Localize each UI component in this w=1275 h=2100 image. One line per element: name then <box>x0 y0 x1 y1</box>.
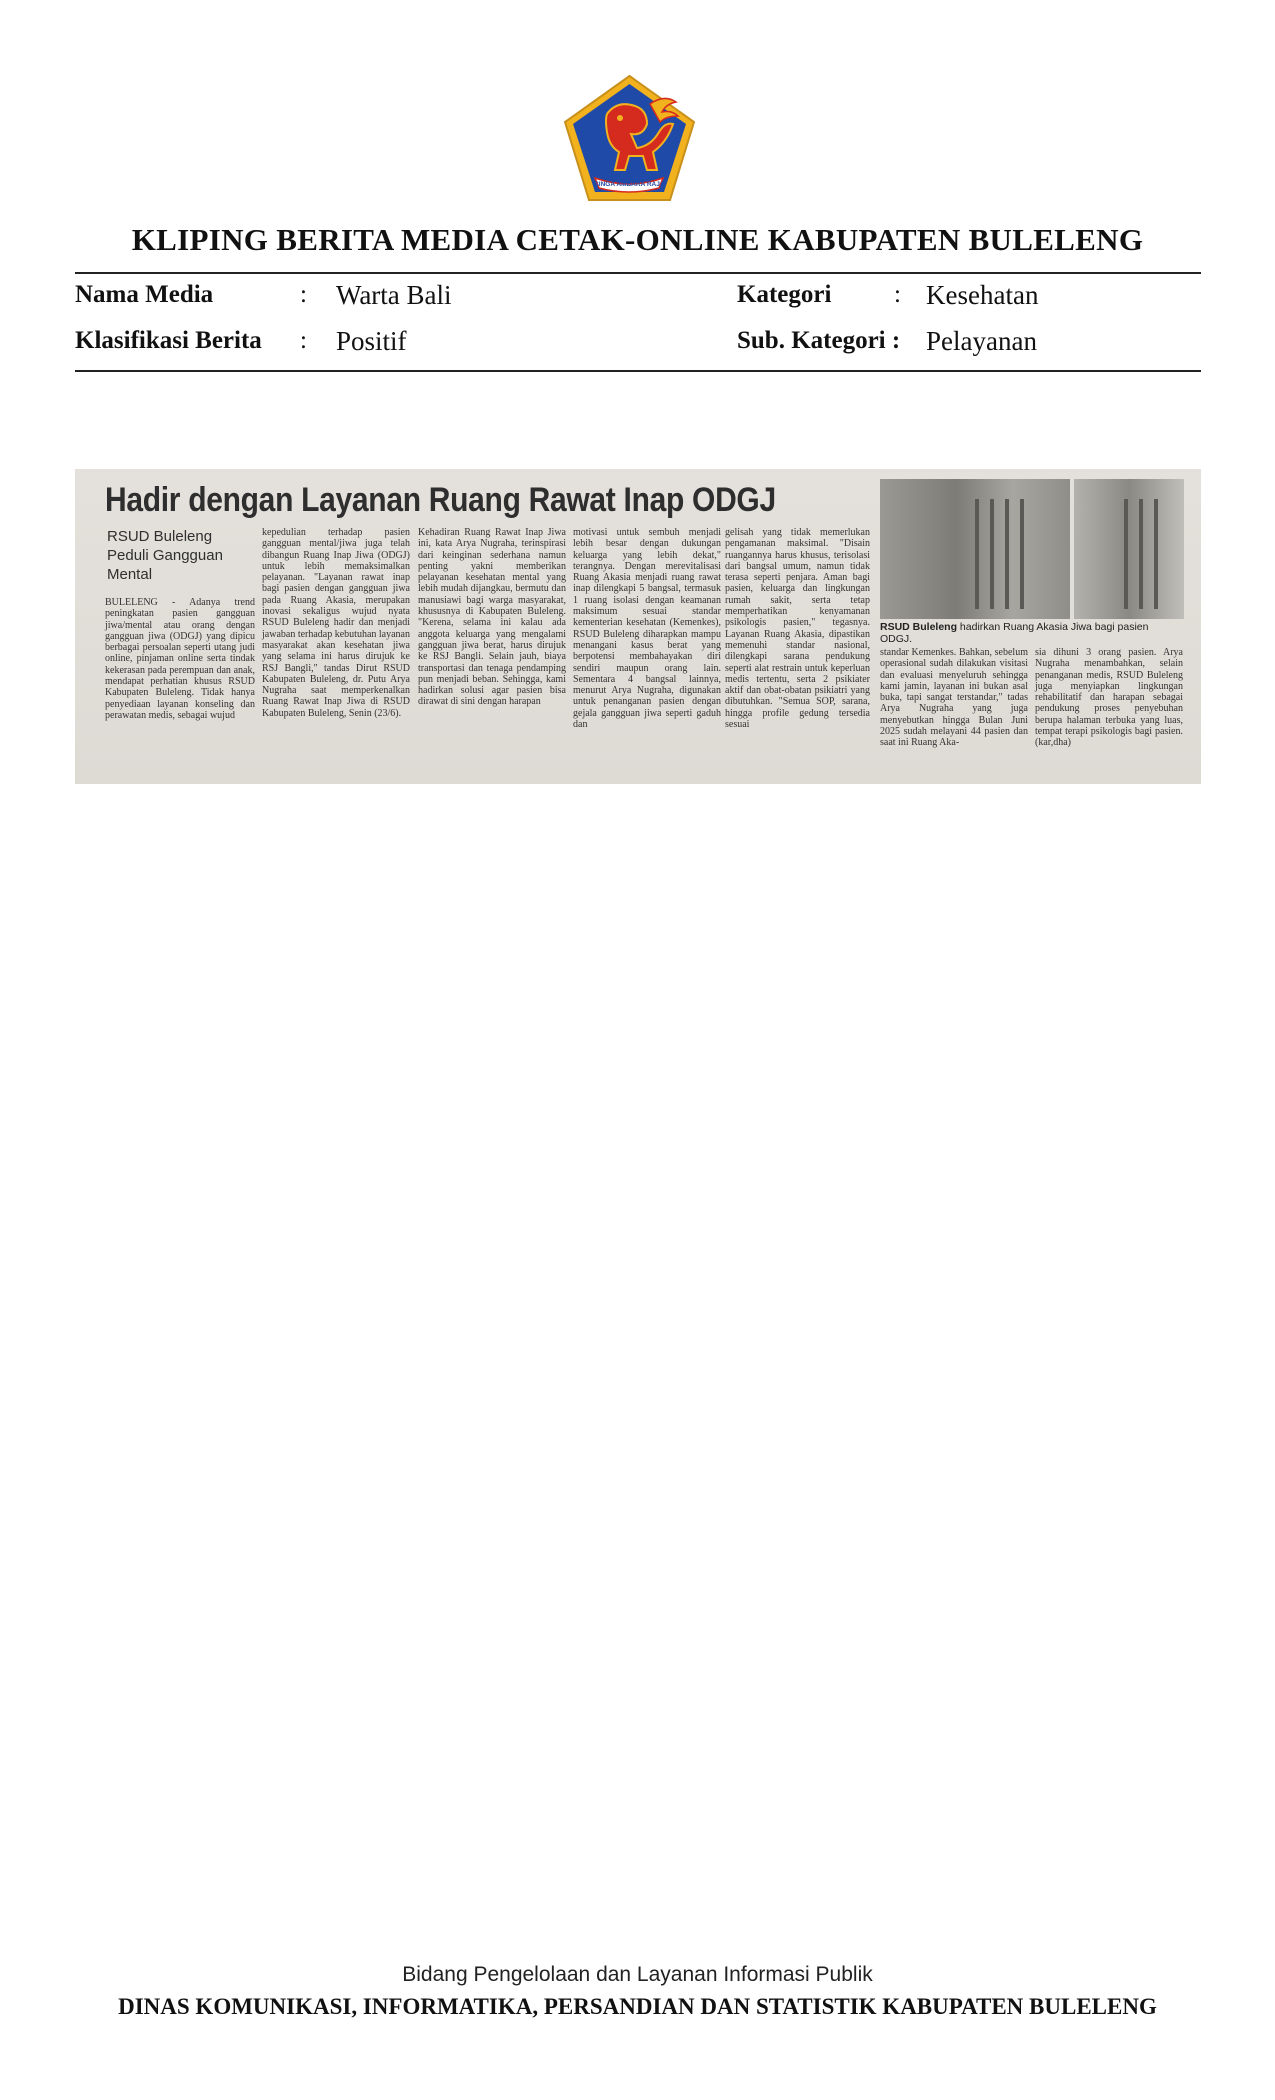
article-column-7: sia dihuni 3 orang pasien. Arya Nugraha menambahkan, selain penanganan medis, RSUD Buleleng juga menyiapkan lingkungan rehabilitatif dan harapan sebagai pendukung proses penyebuhan berupa halaman terbuka yang luas, tempat terapi psikologis bagi pasien. (kar,dha) <box>1035 647 1183 749</box>
news-clipping <box>75 469 1201 784</box>
nama-media-colon: : <box>300 281 307 308</box>
article-photo-corridor <box>1074 479 1184 619</box>
kategori-label: Kategori <box>737 281 832 308</box>
footer-division: Bidang Pengelolaan dan Layanan Informasi Publik <box>402 1963 873 1986</box>
article-subhead: RSUD Buleleng Peduli Gangguan Mental <box>107 528 223 583</box>
kategori-value: Kesehatan <box>926 280 1039 310</box>
article-photo-ward <box>880 479 1070 619</box>
kategori-colon: : <box>894 281 901 308</box>
article-headline: Hadir dengan Layanan Ruang Rawat Inap ODGJ <box>105 481 776 519</box>
document-title: KLIPING BERITA MEDIA CETAK-ONLINE KABUPATEN BULELENG <box>131 222 1144 257</box>
sub-kategori-value: Pelayanan <box>926 326 1037 356</box>
header-divider-bottom <box>75 370 1201 372</box>
article-column-3: Kehadiran Ruang Rawat Inap Jiwa ini, kata Arya Nugraha, terinspirasi dari keinginan sederhana namun penting yakni memberikan pelayanan kesehatan mental yang lebih mudah dijangkau, bermutu dan manusiawi bagi warga masyarakat, khususnya di Kabupaten Buleleng. "Kerena, selama ini kalau ada anggota keluarga yang mengalami gangguan jiwa berat, harus dirujuk ke RSJ Bangli. Selain jauh, biaya transportasi dan tenaga pendamping pun menjadi beban. Sehingga, kami hadirkan solusi agar pasien bisa dirawat di sini dengan harapan <box>418 527 566 708</box>
article-column-2: kepedulian terhadap pasien gangguan mental/jiwa juga telah dibangun Ruang Inap Jiwa (ODGJ) untuk lebih memaksimalkan pelayanan. "Layanan rawat inap bagi pasien dengan gangguan jiwa pada Ruang Akasia, merupakan inovasi sekaligus wujud nyata RSUD Buleleng hadir dan menjadi jawaban terhadap kebutuhan layanan masyarakat akan kesehatan jiwa yang selama ini harus dirujuk ke RSJ Bangli," tandas Dirut RSUD Kabupaten Buleleng, dr. Putu Arya Nugraha saat memperkenalkan Ruang Rawat Inap Jiwa di RSUD Kabupaten Buleleng, Senin (23/6). <box>262 527 410 719</box>
sub-kategori-label: Sub. Kategori : <box>737 327 901 354</box>
nama-media-value: Warta Bali <box>336 280 452 310</box>
klasifikasi-berita-value: Positif <box>336 326 407 356</box>
footer-agency: DINAS KOMUNIKASI, INFORMATIKA, PERSANDIAN DAN STATISTIK KABUPATEN BULELENG <box>118 1994 1157 2019</box>
header-divider-top <box>75 272 1201 274</box>
nama-media-label: Nama Media <box>75 281 214 308</box>
article-column-6: standar Kemenkes. Bahkan, sebelum operasional sudah dilakukan visitasi dan evaluasi menyeluruh sehingga kami jamin, layanan ini bukan asal buka, tapi sangat terstandar," tadas Arya Nugraha yang juga menyebutkan hingga Bulan Juni 2025 sudah melayani 44 pasien dan saat ini Ruang Aka- <box>880 647 1028 749</box>
article-column-4: motivasi untuk sembuh menjadi lebih besar dengan dukungan keluarga yang lebih dekat," terangnya. Dengan merevitalisasi Ruang Akasia menjadi ruang rawat inap dilengkapi 5 bangsal, termasuk 1 ruang isolasi dengan keamanan maksimum sesuai standar kementerian kesehatan (Kemenkes), RSUD Buleleng diharapkan mampu menangani kasus berat yang berpotensi membahayakan diri sendiri maupun orang lain. Sementara 4 bangsal lainnya, menurut Arya Nugraha, digunakan untuk penanganan pasien dengan gejala gangguan jiwa seperti gaduh dan <box>573 527 721 731</box>
article-column-1: BULELENG - Adanya trend peningkatan pasien gangguan jiwa/mental atau orang dengan gangguan jiwa (ODGJ) yang dipicu berbagai persoalan seperti utang judi online, pinjaman online serta tindak kekerasan pada perempuan dan anak, mendapat perhatian khusus RSUD Kabupaten Buleleng. Tidak hanya penyediaan layanan konseling dan perawatan medis, sebagai wujud <box>105 597 255 721</box>
klasifikasi-berita-colon: : <box>300 327 307 354</box>
svg-text:SINGA AMBARA RAJA: SINGA AMBARA RAJA <box>594 181 665 188</box>
klasifikasi-berita-label: Klasifikasi Berita <box>75 327 262 354</box>
kabupaten-buleleng-logo <box>562 74 697 202</box>
photo-caption: RSUD Buleleng hadirkan Ruang Akasia Jiwa bagi pasien ODGJ. <box>880 621 1149 645</box>
article-column-5: gelisah yang tidak memerlukan pengamanan maksimal. "Disain ruangannya harus khusus, terisolasi dari bangsal umum, namun tidak terasa seperti penjara. Aman bagi pasien, keluarga dan lingkungan rumah sakit, serta tetap memperhatikan kenyamanan psikologis pasien," tegasnya. Layanan Ruang Akasia, dipastikan memenuhi standar nasional, dilengkapi sarana pendukung seperti alat restrain untuk keperluan medis tertentu, serta 2 psikiater aktif dan obat-obatan psikiatri yang dibutuhkan. "Semua SOP, sarana, hingga profile gedung tersedia sesuai <box>725 527 870 731</box>
